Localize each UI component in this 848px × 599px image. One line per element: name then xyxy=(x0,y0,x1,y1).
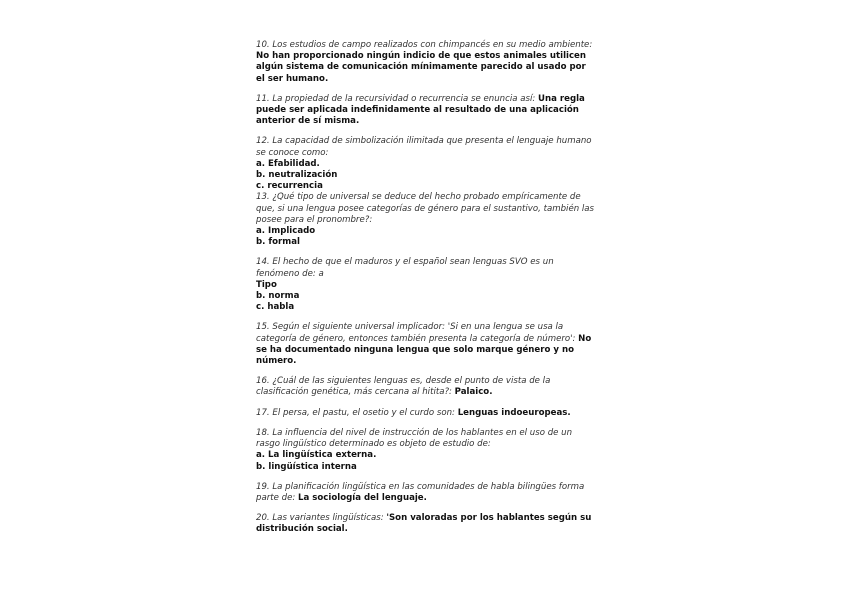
question-14 xyxy=(256,257,596,313)
option-b: b. lingüística interna xyxy=(256,461,357,472)
question-text: 15. Según el siguiente universal implicador: 'Si en una lengua se usa la categoría de género, entonces también presenta la categoría de número': xyxy=(256,322,576,344)
question-11 xyxy=(256,94,596,128)
question-19 xyxy=(256,482,596,504)
question-text: 17. El persa, el pastu, el osetio y el curdo son: xyxy=(256,407,455,418)
question-text: 12. La capacidad de simbolización ilimitada que presenta el lenguaje humano se conoce como: xyxy=(256,136,592,158)
answer-text: Palaico. xyxy=(454,387,493,398)
option-a: a. La lingüística externa. xyxy=(256,450,377,461)
question-text: 18. La influencia del nivel de instrucción de los hablantes en el uso de un rasgo lingüístico determinado es objeto de estudio de: xyxy=(256,427,573,450)
option-a: a. Efabilidad. xyxy=(256,158,320,169)
question-text: 20. Las variantes lingüísticas: xyxy=(256,513,384,524)
question-text: 14. El hecho de que el maduros y el español sean lenguas SVO es un fenómeno de: a xyxy=(256,257,554,279)
answer-text: La sociología del lenguaje. xyxy=(298,492,427,503)
question-15 xyxy=(256,322,596,367)
option-a-continued: Tipo xyxy=(256,279,277,290)
question-17 xyxy=(256,408,596,419)
answer-text: No se ha documentado ninguna lengua que solo marque género y no número. xyxy=(256,333,592,367)
answer-text: Una regla puede ser aplicada indefinidamente al resultado de una aplicación anterior de sí misma. xyxy=(256,93,585,127)
question-18 xyxy=(256,428,596,473)
answer-text: No han proporcionado ningún indicio de que estos animales utilicen algún sistema de comunicación mínimamente parecido al usado por el ser humano. xyxy=(256,51,586,84)
question-20 xyxy=(256,513,596,535)
question-16 xyxy=(256,376,596,398)
question-text: 19. La planificación lingüística en las comunidades de habla bilingües forma parte de: xyxy=(256,481,585,503)
option-a: a. Implicado xyxy=(256,226,316,237)
question-text: 11. La propiedad de la recursividad o recurrencia se enuncia así: xyxy=(256,93,536,104)
question-12 xyxy=(256,136,596,192)
document-page xyxy=(256,40,596,545)
option-c: c. recurrencia xyxy=(256,181,323,192)
option-b: b. formal xyxy=(256,237,300,248)
option-b: b. neutralización xyxy=(256,170,338,181)
question-text: 13. ¿Qué tipo de universal se deduce del hecho probado empíricamente de que, si una lengua posee categorías de género para el sustantivo, también las posee para el pronombre?: xyxy=(256,192,595,225)
answer-text: Lenguas indoeuropeas. xyxy=(457,407,571,418)
answer-text: 'Son valoradas por los hablantes según su distribución social. xyxy=(256,513,592,535)
question-text: 16. ¿Cuál de las siguientes lenguas es, desde el punto de vista de la clasificación genética, más cercana al hitita?: xyxy=(256,376,551,398)
question-13 xyxy=(256,192,596,248)
question-text: 10. Los estudios de campo realizados con chimpancés en su medio ambiente: xyxy=(256,40,593,50)
option-b: b. norma xyxy=(256,291,300,302)
option-c: c. habla xyxy=(256,302,295,313)
question-10 xyxy=(256,40,596,85)
